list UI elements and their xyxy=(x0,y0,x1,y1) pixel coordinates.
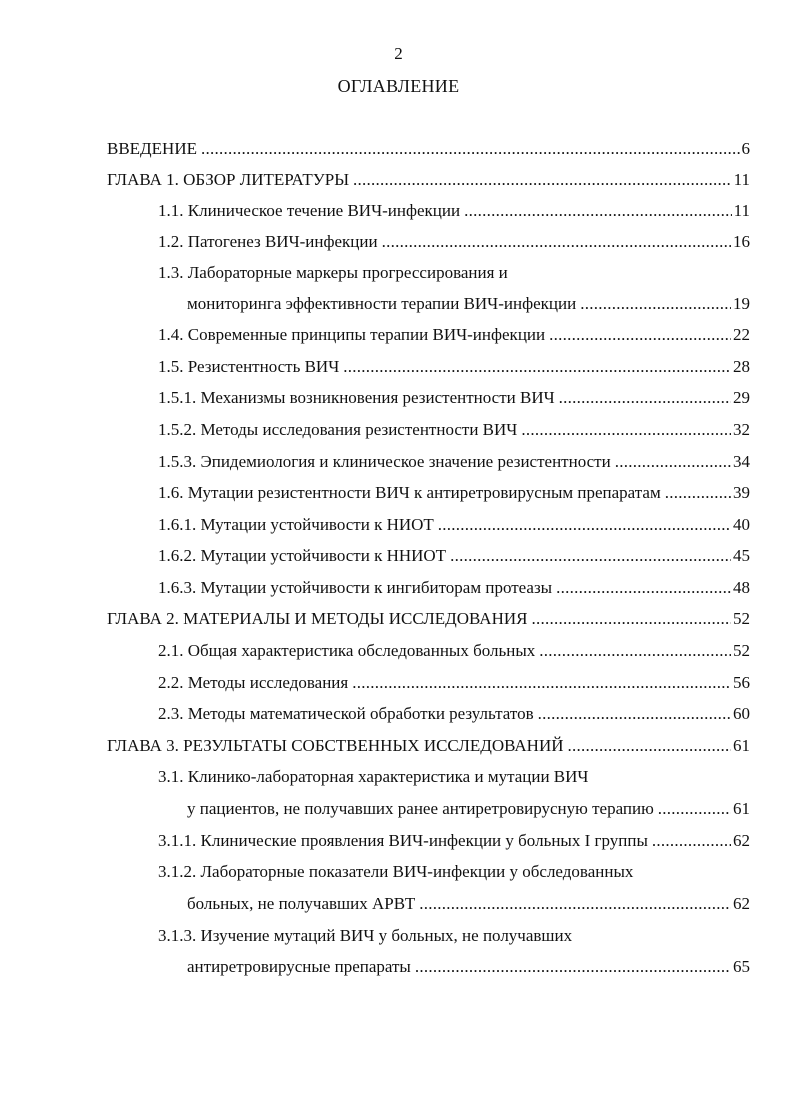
toc-entry-text: больных, не получавших АРВТ xyxy=(187,894,416,913)
toc-entry xyxy=(158,323,750,347)
toc-entry xyxy=(158,639,750,663)
toc-entry-first-line: 1.3. Лабораторные маркеры прогрессирования и xyxy=(158,263,508,282)
toc-entry-text: 1.6. Мутации резистентности ВИЧ к антиретровирусным препаратам xyxy=(158,483,661,502)
toc-leader-dots xyxy=(539,639,731,663)
toc-entry xyxy=(187,797,750,821)
toc-leader-dots xyxy=(615,450,731,474)
toc-title: ОГЛАВЛЕНИЕ xyxy=(337,76,460,96)
toc-entry-page: 11 xyxy=(733,170,750,189)
toc-entry xyxy=(158,386,750,410)
toc-entry-page: 62 xyxy=(733,894,750,913)
toc-leader-dots xyxy=(549,323,731,347)
toc-leader-dots xyxy=(531,607,731,631)
toc-leader-dots xyxy=(556,576,731,600)
toc-leader-dots xyxy=(352,671,731,695)
toc-leader-dots xyxy=(438,513,731,537)
toc-entry xyxy=(158,199,750,223)
toc-entry-page: 22 xyxy=(733,325,750,344)
toc-leader-dots xyxy=(559,386,731,410)
toc-entry-page: 39 xyxy=(733,483,750,502)
toc-entry-text: антиретровирусные препараты xyxy=(187,957,411,976)
toc-leader-dots xyxy=(658,797,731,821)
toc-entry xyxy=(158,513,750,537)
toc-entry xyxy=(158,450,750,474)
toc-entry xyxy=(158,544,750,568)
toc-entry-text: ГЛАВА 3. РЕЗУЛЬТАТЫ СОБСТВЕННЫХ ИССЛЕДОВАНИЙ xyxy=(107,736,564,755)
toc-entry-text: 2.3. Методы математической обработки результатов xyxy=(158,704,534,723)
toc-entry-page: 48 xyxy=(733,578,750,597)
toc-entry-text: ВВЕДЕНИЕ xyxy=(107,139,197,158)
toc-entry-page: 60 xyxy=(733,704,750,723)
toc-entry-page: 52 xyxy=(733,641,750,660)
toc-entry xyxy=(158,355,750,379)
toc-entry xyxy=(107,168,750,192)
toc-entry-page: 45 xyxy=(733,546,750,565)
toc-entry-text: мониторинга эффективности терапии ВИЧ-инфекции xyxy=(187,294,577,313)
toc-entry-page: 62 xyxy=(733,831,750,850)
toc-entry xyxy=(158,671,750,695)
toc-leader-dots xyxy=(521,418,731,442)
toc-entry-page: 11 xyxy=(733,201,750,220)
toc-entry-text: ГЛАВА 1. ОБЗОР ЛИТЕРАТУРЫ xyxy=(107,170,350,189)
toc-entry-text: 1.5.3. Эпидемиология и клиническое значение резистентности xyxy=(158,452,611,471)
toc-entry-text: 1.6.1. Мутации устойчивости к НИОТ xyxy=(158,515,434,534)
toc-leader-dots xyxy=(201,137,740,161)
toc-entry-first-line: 3.1.3. Изучение мутаций ВИЧ у больных, не получавших xyxy=(158,926,573,945)
toc-entry-page: 56 xyxy=(733,673,750,692)
page-number: 2 xyxy=(394,44,403,63)
toc-entry-page: 6 xyxy=(741,139,750,158)
toc-entry xyxy=(158,481,750,505)
toc-entry-text: у пациентов, не получавших ранее антиретровирусную терапию xyxy=(187,799,654,818)
toc-leader-dots xyxy=(450,544,731,568)
toc-entry-text: 1.5.2. Методы исследования резистентности ВИЧ xyxy=(158,420,518,439)
toc-entry xyxy=(187,892,750,916)
toc-entry-page: 65 xyxy=(733,957,750,976)
toc-entry-text: 1.4. Современные принципы терапии ВИЧ-инфекции xyxy=(158,325,546,344)
toc-entry xyxy=(158,829,750,853)
toc-entry-first-line: 3.1.2. Лабораторные показатели ВИЧ-инфекции у обследованных xyxy=(158,862,634,881)
toc-entry-text: 1.2. Патогенез ВИЧ-инфекции xyxy=(158,232,378,251)
toc-leader-dots xyxy=(580,292,731,316)
toc-entry-page: 52 xyxy=(733,609,750,628)
toc-entry-text: 1.6.2. Мутации устойчивости к ННИОТ xyxy=(158,546,447,565)
toc-entry-text: 1.5. Резистентность ВИЧ xyxy=(158,357,340,376)
toc-leader-dots xyxy=(353,168,732,192)
toc-entry-first-line: 3.1. Клинико-лабораторная характеристика и мутации ВИЧ xyxy=(158,767,589,786)
toc-entry xyxy=(107,137,750,161)
toc-entry-page: 40 xyxy=(733,515,750,534)
toc-entry xyxy=(187,292,750,316)
toc-entry-text: ГЛАВА 2. МАТЕРИАЛЫ И МЕТОДЫ ИССЛЕДОВАНИЯ xyxy=(107,609,528,628)
toc-entry xyxy=(158,230,750,254)
toc-leader-dots xyxy=(382,230,731,254)
toc-leader-dots xyxy=(464,199,732,223)
toc-leader-dots xyxy=(415,955,731,979)
toc-leader-dots xyxy=(538,702,731,726)
toc-entry-page: 32 xyxy=(733,420,750,439)
toc-entry-text: 1.1. Клиническое течение ВИЧ-инфекции xyxy=(158,201,461,220)
toc-leader-dots xyxy=(665,481,731,505)
toc-entry-page: 61 xyxy=(733,799,750,818)
toc-leader-dots xyxy=(419,892,731,916)
toc-entry-text: 2.1. Общая характеристика обследованных больных xyxy=(158,641,536,660)
toc-leader-dots xyxy=(568,734,731,758)
toc-entry-page: 61 xyxy=(733,736,750,755)
toc-entry-page: 16 xyxy=(733,232,750,251)
toc-entry xyxy=(158,576,750,600)
toc-entry-text: 2.2. Методы исследования xyxy=(158,673,349,692)
toc-entry-text: 1.5.1. Механизмы возникновения резистентности ВИЧ xyxy=(158,388,555,407)
toc-entry-page: 34 xyxy=(733,452,750,471)
toc-entry xyxy=(107,734,750,758)
toc-entry xyxy=(158,702,750,726)
toc-entry-page: 19 xyxy=(733,294,750,313)
toc-leader-dots xyxy=(652,829,731,853)
toc-entry-page: 29 xyxy=(733,388,750,407)
toc-entry xyxy=(107,607,750,631)
toc-entry-text: 1.6.3. Мутации устойчивости к ингибиторам протеазы xyxy=(158,578,553,597)
toc-leader-dots xyxy=(343,355,731,379)
toc-entry-page: 28 xyxy=(733,357,750,376)
toc-entry-text: 3.1.1. Клинические проявления ВИЧ-инфекции у больных I группы xyxy=(158,831,648,850)
toc-entry xyxy=(187,955,750,979)
toc-entry xyxy=(158,418,750,442)
